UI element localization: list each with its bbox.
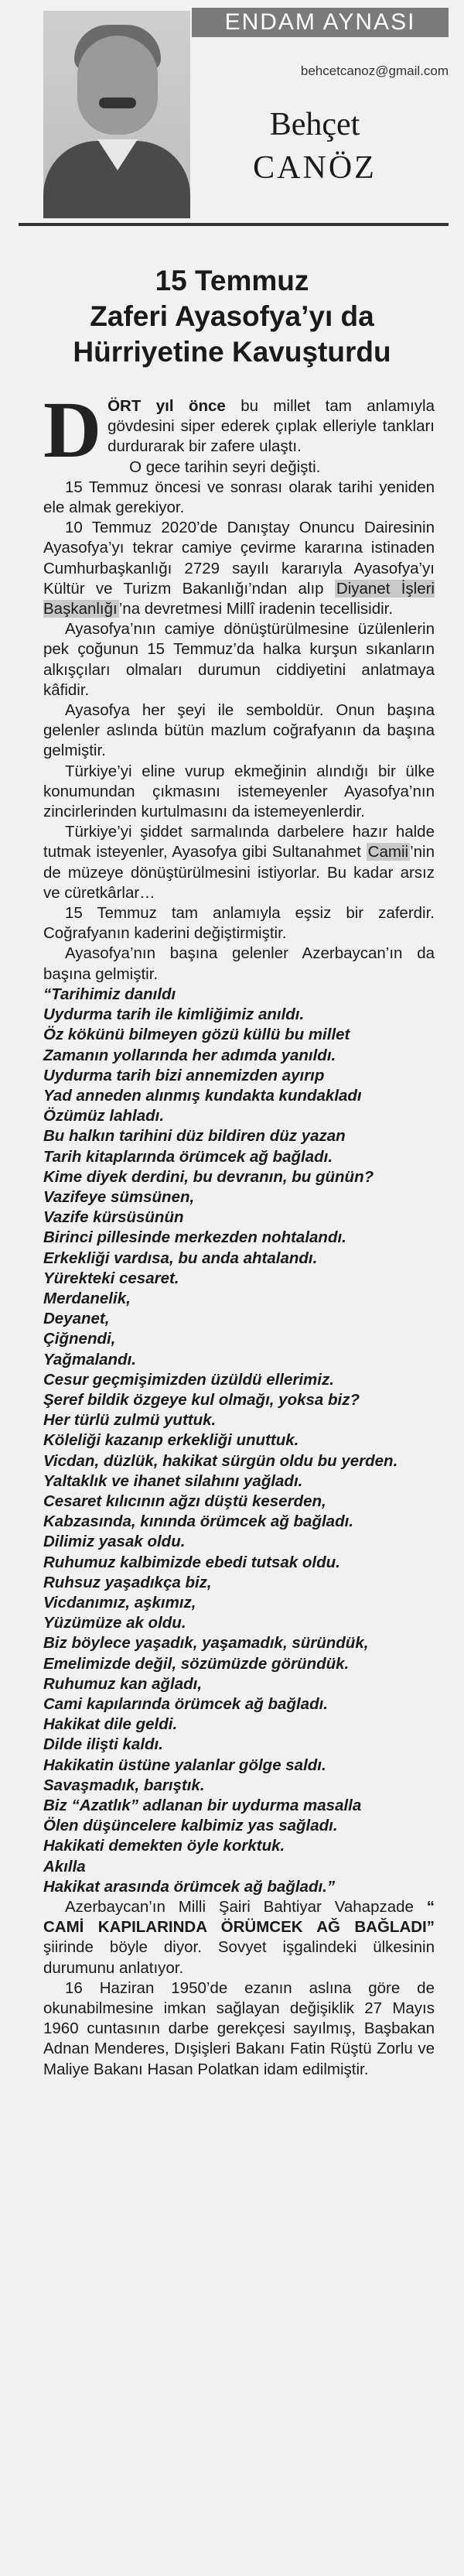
poem-line: Kabzasında, kınında örümcek ağ bağladı. (43, 1512, 353, 1531)
poem-line: Uydurma tarih ile kimliğimiz anıldı. (43, 1005, 305, 1024)
poem-line: Vicdan, düzlük, hakikat sürgün oldu bu yerden. (43, 1451, 398, 1470)
paragraph-9: 15 Temmuz tam anlamıyla eşsiz bir zaferdir. Coğrafyanın kaderini değiştirmiştir. (43, 904, 435, 943)
poem-quote (43, 985, 435, 1897)
paragraph-3: 15 Temmuz öncesi ve sonrası olarak tarihi yeniden ele almak gerekiyor. (43, 478, 435, 517)
author-last-name: CANÖZ (253, 150, 377, 186)
poem-line: Ruhsuz yaşadıkça biz, (43, 1573, 212, 1591)
poem-line: Savaşmadık, barıştık. (43, 1776, 205, 1794)
poem-line: Hakikatin üstüne yalanlar gölge saldı. (43, 1756, 326, 1774)
title-line-1: 15 Temmuz (155, 265, 309, 296)
poem-line: Öz kökünü bilmeyen gözü küllü bu millet (43, 1026, 350, 1044)
paragraph-5: Ayasofya’nın camiye dönüştürülmesine üzülenlerin pek çoğunun 15 Temmuz’da halka kurşun sıkanların alkışçıları olmaları durumun ciddiyetini anlatmaya kâfidir. (43, 620, 435, 699)
poem-line: Vazife kürsüsünün (43, 1208, 184, 1227)
poem-line: Hakikat arasında örümcek ağ bağladı.” (43, 1877, 336, 1896)
poem-line: Cami kapılarında örümcek ağ bağladı. (43, 1695, 328, 1713)
poem-line: Şeref bildik özgeye kul olmağı, yoksa biz? (43, 1390, 360, 1409)
poem-title-quote: “ CAMİ KAPILARINDA ÖRÜMCEK AĞ BAĞLADI” (43, 1898, 435, 1937)
paragraph-4: 10 Temmuz 2020’de Danıştay Onuncu Dairesinin Ayasofya’yı tekrar camiye çevirme kararına istinaden Cumhurbaşkanlığı 2729 sayılı kararıyla Ayasofya’yı Kültür ve Turizm Bakanlığı’ndan alıp Diyanet İşleri Başkanlığı’na devretmesi Millî iradenin tecellisidir. (43, 519, 435, 618)
paragraph-10: Ayasofya’nın başına gelenler Azerbaycan’ın da başına gelmiştir. (43, 944, 435, 983)
poem-line: Biz böylece yaşadık, yaşamadık, süründük, (43, 1634, 369, 1653)
poem-line: Bu halkın tarihini düz bildiren düz yazan (43, 1127, 346, 1146)
highlighted-term: Diyanet İşleri Başkanlığı (43, 579, 435, 618)
poem-line: Dilde ilişti kaldı. (43, 1735, 163, 1754)
paragraph-11: Azerbaycan’ın Milli Şairi Bahtiyar Vahapzade “ CAMİ KAPILARINDA ÖRÜMCEK AĞ BAĞLADI” şiirinde böyle diyor. Sovyet işgalindeki ülkesinin durumunu anlatıyor. (43, 1898, 435, 1977)
author-photo (43, 11, 190, 218)
poem-line: Zamanın yollarında her adımda yanıldı. (43, 1046, 336, 1064)
poem-line: Yad anneden alınmış kundakta kundakladı (43, 1086, 362, 1105)
poem-line: Tarih kitaplarında örümcek ağ bağladı. (43, 1147, 333, 1166)
paragraph-12: 16 Haziran 1950’de ezanın aslına göre de okunabilmesine imkan sağlayan değişiklik 27 Mayıs 1960 cuntasının darbe gerekçesi sayılmış, Başbakan Adnan Menderes, Dışişleri Bakanı Fatin Rüştü Zorlu ve Maliye Bakanı Hasan Polatkan idam edilmiştir. (43, 1978, 435, 2078)
drop-cap: D (43, 385, 102, 474)
poem-line: Merdanelik, (43, 1289, 131, 1307)
paragraph-8: Türkiye’yi şiddet sarmalında darbelere hazır halde tutmak isteyenler, Ayasofya gibi Sultanahmet Camii’nin de müzeye dönüştürülmesini istiyorlar. Bu kadar arsız ve cüretkârlar… (43, 823, 435, 902)
column-name-banner: ENDAM AYNASI (192, 8, 449, 37)
poem-line: Ruhumuz kalbimizde ebedi tutsak oldu. (43, 1553, 340, 1571)
poem-line: Hakikat dile geldi. (43, 1715, 178, 1734)
poem-line: Uydurma tarih bizi annemizden ayırıp (43, 1066, 325, 1084)
poem-line: Vicdanımız, aşkımız, (43, 1593, 196, 1612)
header-divider (19, 223, 449, 226)
poem-line: Yağmalandı. (43, 1350, 136, 1368)
poem-line: Deyanet, (43, 1310, 110, 1328)
poem-line: Akılla (43, 1857, 86, 1875)
highlighted-term: Camii (367, 843, 409, 862)
poem-line: Cesur geçmişimizden üzüldü ellerimiz. (43, 1370, 334, 1389)
paragraph-7: Türkiye’yi eline vurup ekmeğinin alındığı bir ülke konumundan çıkmasını istemeyenler Ayasofya’nın zincirlerinden kurtulmasını da istemeyenlerdir. (43, 762, 435, 821)
lead-phrase: ÖRT yıl önce (107, 397, 226, 415)
poem-line: Özümüz lahladı. (43, 1107, 165, 1125)
poem-line: Erkekliği vardısa, bu anda ahtalandı. (43, 1249, 318, 1267)
poem-line: Birinci pillesinde merkezden nohtalandı. (43, 1228, 346, 1247)
poem-line: Vazifeye sümsünen, (43, 1187, 195, 1206)
paragraph-1: DÖRT yıl önce bu millet tam anlamıyla gövdesini siper ederek çıplak elleriyle tankları durdurarak bir zafere ulaştı. (43, 385, 435, 474)
poem-line: Hakikati demekten öyle korktuk. (43, 1837, 285, 1855)
poem-line: Ölen düşüncelere kalbimiz yas sağladı. (43, 1817, 338, 1835)
poem-line: “Tarihimiz danıldı (43, 985, 176, 1003)
article-title (0, 263, 464, 370)
poem-line: Emelimizde değil, sözümüzde göründük. (43, 1654, 350, 1673)
poem-line: Köleliği kazanıp erkekliği unuttuk. (43, 1431, 299, 1450)
title-line-2: Zaferi Ayasofya’yı da (90, 300, 374, 332)
poem-line: Cesaret kılıcının ağzı düştü keserden, (43, 1492, 326, 1510)
paragraph-6: Ayasofya her şeyi ile semboldür. Onun başına gelenler aslında bütün mazlum coğrafyanın da başına gelmiştir. (43, 701, 435, 760)
poem-line: Ruhumuz kan ağladı, (43, 1674, 203, 1693)
article-body (43, 385, 435, 2080)
poem-line: Yaltaklık ve ihanet silahını yağladı. (43, 1471, 303, 1490)
poem-line: Yüzümüze ak oldu. (43, 1614, 186, 1632)
title-line-3: Hürriyetine Kavuşturdu (73, 336, 391, 368)
poem-line: Biz “Azatlık” adlanan bir uydurma masalla (43, 1797, 362, 1815)
author-email: behcetcanoz@gmail.com (300, 63, 449, 78)
poem-line: Her türlü zulmü yuttuk. (43, 1411, 217, 1430)
poem-line: Çiğnendi, (43, 1330, 116, 1348)
author-first-name: Behçet (269, 107, 360, 142)
poem-line: Dilimiz yasak oldu. (43, 1533, 186, 1551)
column-header (0, 0, 464, 242)
poem-line: Yürekteki cesaret. (43, 1269, 179, 1287)
paragraph-2: O gece tarihin seyri değişti. (129, 457, 321, 476)
poem-line: Kime diyek derdini, bu devranın, bu günün? (43, 1167, 374, 1186)
